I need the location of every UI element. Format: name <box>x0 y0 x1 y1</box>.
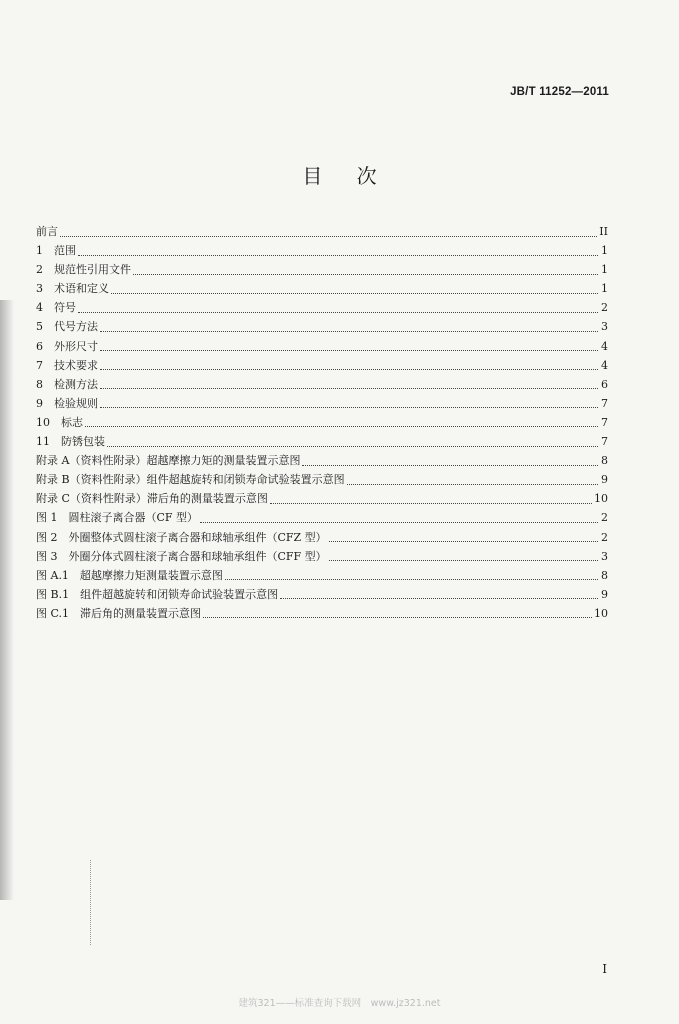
toc-entry-page: 8 <box>601 454 608 468</box>
toc-entry[interactable] <box>36 337 608 356</box>
toc-entry-page: 3 <box>601 320 608 334</box>
toc-dot-leader <box>200 521 598 523</box>
toc-entry-label: 7 技术要求 <box>36 358 98 372</box>
toc-entry-page: 10 <box>594 492 608 506</box>
toc-entry-page: 4 <box>601 358 608 372</box>
toc-entry-label: 附录 C（资料性附录）滞后角的测量装置示意图 <box>36 492 268 506</box>
toc-entry[interactable] <box>36 489 608 508</box>
toc-dot-leader <box>60 235 597 237</box>
toc-entry[interactable] <box>36 566 608 585</box>
toc-entry[interactable] <box>36 585 608 604</box>
toc-dot-leader <box>107 445 598 447</box>
toc-dot-leader <box>100 349 598 351</box>
toc-entry-page: 3 <box>601 549 608 563</box>
toc-entry-page: 2 <box>601 511 608 525</box>
toc-entry[interactable] <box>36 394 608 413</box>
toc-entry[interactable] <box>36 356 608 375</box>
toc-entry[interactable] <box>36 528 608 547</box>
toc-entry[interactable] <box>36 298 608 317</box>
toc-dot-leader <box>78 254 598 256</box>
toc-dot-leader <box>347 483 598 485</box>
toc-entry-label: 10 标志 <box>36 415 83 429</box>
table-of-contents <box>36 222 608 623</box>
toc-entry-label: 4 符号 <box>36 301 76 315</box>
toc-entry-page: 7 <box>601 396 608 410</box>
toc-entry-page: 2 <box>601 301 608 315</box>
toc-entry-page: 9 <box>601 587 608 601</box>
toc-dot-leader <box>100 330 598 332</box>
toc-entry[interactable] <box>36 375 608 394</box>
toc-dot-leader <box>85 425 598 427</box>
toc-entry-label: 附录 B（资料性附录）组件超越旋转和闭锁寿命试验装置示意图 <box>36 473 345 487</box>
toc-entry-page: 2 <box>601 530 608 544</box>
toc-entry-label: 6 外形尺寸 <box>36 339 98 353</box>
toc-entry-page: 8 <box>601 568 608 582</box>
toc-entry[interactable] <box>36 413 608 432</box>
page-number: I <box>602 962 607 976</box>
toc-dot-leader <box>100 406 598 408</box>
toc-entry-page: 4 <box>601 339 608 353</box>
toc-entry[interactable] <box>36 508 608 527</box>
toc-dot-leader <box>302 464 598 466</box>
toc-entry-page: 9 <box>601 473 608 487</box>
toc-dot-leader <box>280 597 598 599</box>
toc-dot-leader <box>100 368 598 370</box>
toc-entry-label: 9 检验规则 <box>36 396 98 410</box>
toc-dot-leader <box>78 311 598 313</box>
toc-entry-label: 图 C.1 滞后角的测量装置示意图 <box>36 606 202 620</box>
toc-entry[interactable] <box>36 432 608 451</box>
toc-dot-leader <box>100 387 598 389</box>
scan-shadow <box>0 300 14 900</box>
toc-entry-label: 前言 <box>36 225 58 238</box>
toc-entry[interactable] <box>36 604 608 623</box>
toc-entry-page: 1 <box>601 282 608 296</box>
toc-entry-label: 1 范围 <box>36 244 76 258</box>
toc-entry[interactable] <box>36 260 608 279</box>
toc-dot-leader <box>111 292 598 294</box>
toc-entry-label: 2 规范性引用文件 <box>36 263 131 277</box>
scan-speck <box>90 860 93 945</box>
toc-entry[interactable] <box>36 241 608 260</box>
toc-dot-leader <box>133 273 598 275</box>
toc-entry-label: 图 3 外圈分体式圆柱滚子离合器和球轴承组件（CFF 型） <box>36 549 327 563</box>
toc-entry-page: II <box>599 225 608 238</box>
toc-entry-page: 7 <box>601 415 608 429</box>
toc-entry[interactable] <box>36 451 608 470</box>
toc-entry-label: 图 A.1 超越摩擦力矩测量装置示意图 <box>36 568 223 582</box>
toc-entry[interactable] <box>36 279 608 298</box>
toc-dot-leader <box>329 540 598 542</box>
toc-entry[interactable] <box>36 470 608 489</box>
toc-entry-label: 3 术语和定义 <box>36 282 109 296</box>
toc-dot-leader <box>225 578 598 580</box>
toc-entry-page: 1 <box>601 244 608 258</box>
toc-entry-label: 8 检测方法 <box>36 377 98 391</box>
toc-entry-label: 图 2 外圈整体式圆柱滚子离合器和球轴承组件（CFZ 型） <box>36 530 327 544</box>
toc-entry[interactable] <box>36 547 608 566</box>
toc-entry-label: 5 代号方法 <box>36 320 98 334</box>
toc-dot-leader <box>270 502 592 504</box>
toc-entry-label: 附录 A（资料性附录）超越摩擦力矩的测量装置示意图 <box>36 454 301 468</box>
toc-dot-leader <box>203 616 592 618</box>
toc-entry-page: 1 <box>601 263 608 277</box>
toc-entry-label: 图 1 圆柱滚子离合器（CF 型） <box>36 511 199 525</box>
toc-entry-label: 11 防锈包装 <box>36 435 105 449</box>
toc-dot-leader <box>329 559 598 561</box>
watermark: 建筑321——标准查询下载网 www.jz321.net <box>238 998 441 1009</box>
toc-entry[interactable] <box>36 222 608 241</box>
toc-entry-page: 7 <box>601 435 608 449</box>
toc-entry[interactable] <box>36 317 608 336</box>
standard-code: JB/T 11252—2011 <box>510 86 609 98</box>
toc-entry-page: 6 <box>601 377 608 391</box>
toc-entry-label: 图 B.1 组件超越旋转和闭锁寿命试验装置示意图 <box>36 587 279 601</box>
page-title: 目 次 <box>302 164 377 188</box>
toc-entry-page: 10 <box>594 606 608 620</box>
